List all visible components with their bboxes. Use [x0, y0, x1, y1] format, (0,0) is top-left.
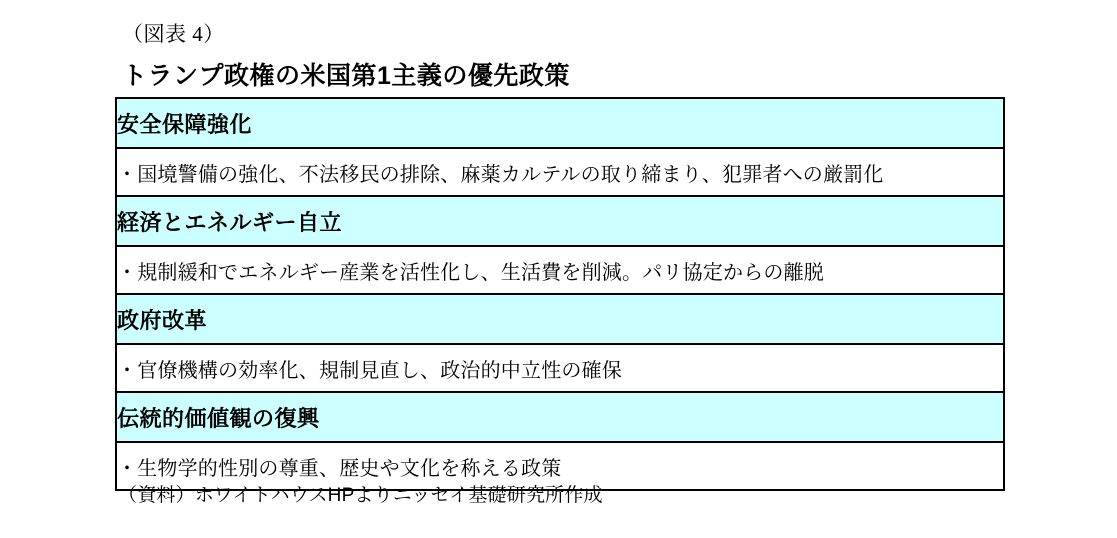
- policy-category-header: 安全保障強化: [116, 98, 1004, 148]
- policy-table-wrapper: [115, 97, 1005, 491]
- table-row: [116, 344, 1004, 392]
- policy-detail-text: ・国境警備の強化、不法移民の排除、麻薬カルテルの取り締まり、犯罪者への厳罰化: [116, 148, 1004, 196]
- policy-category-header: 政府改革: [116, 294, 1004, 344]
- figure-title: トランプ政権の米国第1主義の優先政策: [122, 62, 570, 90]
- table-row: [116, 246, 1004, 294]
- figure-number: （図表 4）: [122, 22, 225, 46]
- policy-detail-text: ・規制緩和でエネルギー産業を活性化し、生活費を削減。パリ協定からの離脱: [116, 246, 1004, 294]
- table-row: [116, 392, 1004, 442]
- table-row: [116, 98, 1004, 148]
- table-row: [116, 294, 1004, 344]
- source-note: （資料）ホワイトハウスHPよりニッセイ基礎研究所作成: [118, 485, 603, 506]
- policy-detail-text: ・生物学的性別の尊重、歴史や文化を称える政策: [116, 442, 1004, 490]
- policy-detail-text: ・官僚機構の効率化、規制見直し、政治的中立性の確保: [116, 344, 1004, 392]
- policy-category-header: 経済とエネルギー自立: [116, 196, 1004, 246]
- policy-category-header: 伝統的価値観の復興: [116, 392, 1004, 442]
- policy-table: [115, 97, 1005, 491]
- table-row: [116, 148, 1004, 196]
- table-row: [116, 196, 1004, 246]
